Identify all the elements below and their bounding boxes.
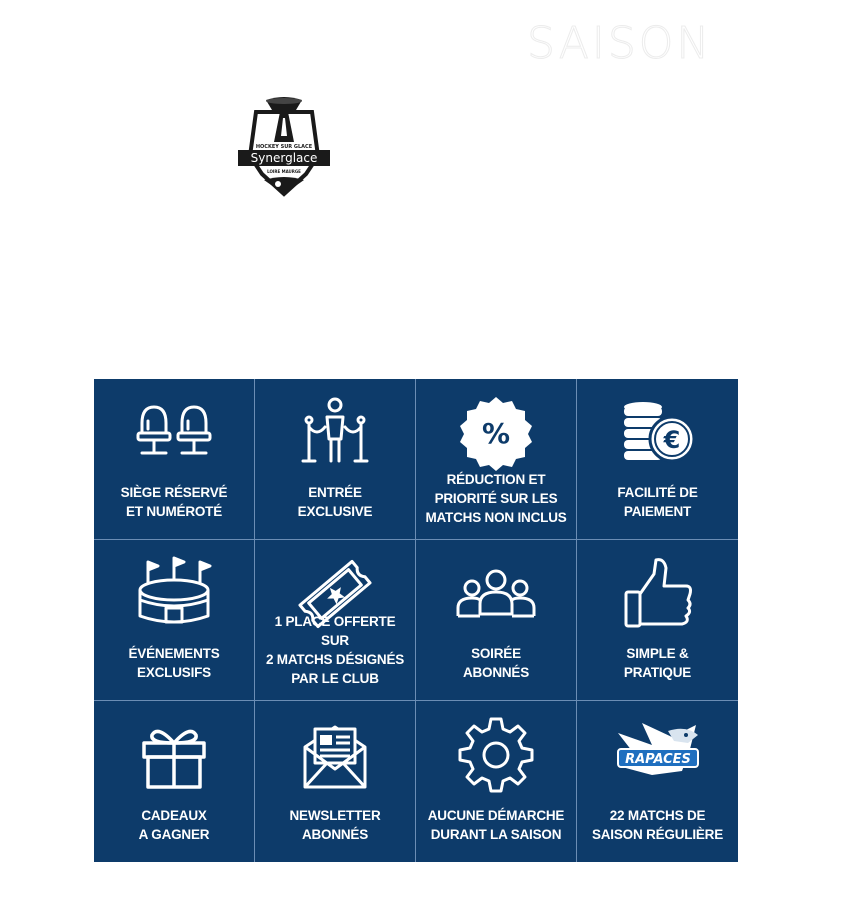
rapaces-logo-icon [612,715,704,795]
euro-coins-icon [618,393,698,473]
group-icon [456,554,536,634]
logo-line3: LOIRE MAURGE [267,169,301,174]
benefit-no-procedure [416,701,577,862]
benefit-exclusive-events [94,540,255,701]
benefit-label: 1 PLACE OFFERTE SUR 2 MATCHS DÉSIGNÉS PAR LE CLUB [265,614,405,686]
benefit-discount [416,379,577,540]
season-title: SAISON [527,18,713,69]
benefit-label: RÉDUCTION ET PRIORITÉ SUR LES MATCHS NON INCLUS [425,472,567,525]
benefit-label: SIÈGE RÉSERVÉ ET NUMÉROTÉ [120,485,228,519]
logo-brand: Synerglace [250,151,318,165]
benefit-simple-practical [577,540,738,701]
logo-line1: HOCKEY SUR GLACE [255,144,313,150]
gear-icon [456,715,536,795]
benefit-reserved-seat [94,379,255,540]
benefit-exclusive-entrance [255,379,416,540]
synerglace-logo [236,96,332,202]
benefit-label: AUCUNE DÉMARCHE DURANT LA SAISON [427,808,565,842]
rapaces-logo-text: RAPACES [624,752,691,767]
benefit-label: ENTRÉE EXCLUSIVE [297,485,373,519]
benefits-grid [94,379,738,862]
benefit-subscriber-evening [416,540,577,701]
vip-entrance-icon [295,393,375,473]
svg-text:€: € [663,426,680,454]
gift-icon [134,715,214,795]
benefit-regular-season [577,701,738,862]
benefit-label: CADEAUX A GAGNER [138,808,210,842]
benefit-label: NEWSLETTER ABONNÉS [289,808,381,842]
benefit-gifts [94,701,255,862]
benefit-label: FACILITÉ DE PAIEMENT [617,485,698,519]
benefit-label: 22 MATCHS DE SAISON RÉGULIÈRE [591,808,724,842]
stadium-icon [134,554,214,634]
benefit-label: SOIRÉE ABONNÉS [462,646,530,680]
newsletter-icon [295,715,375,795]
benefit-payment [577,379,738,540]
benefit-free-ticket [255,540,416,701]
thumbs-up-icon [618,554,698,634]
benefit-label: SIMPLE & PRATIQUE [623,646,692,680]
discount-badge-icon [456,393,536,473]
seats-icon [134,393,214,473]
benefit-newsletter [255,701,416,862]
svg-text:%: % [481,417,511,450]
benefit-label: ÉVÉNEMENTS EXCLUSIFS [128,646,220,680]
